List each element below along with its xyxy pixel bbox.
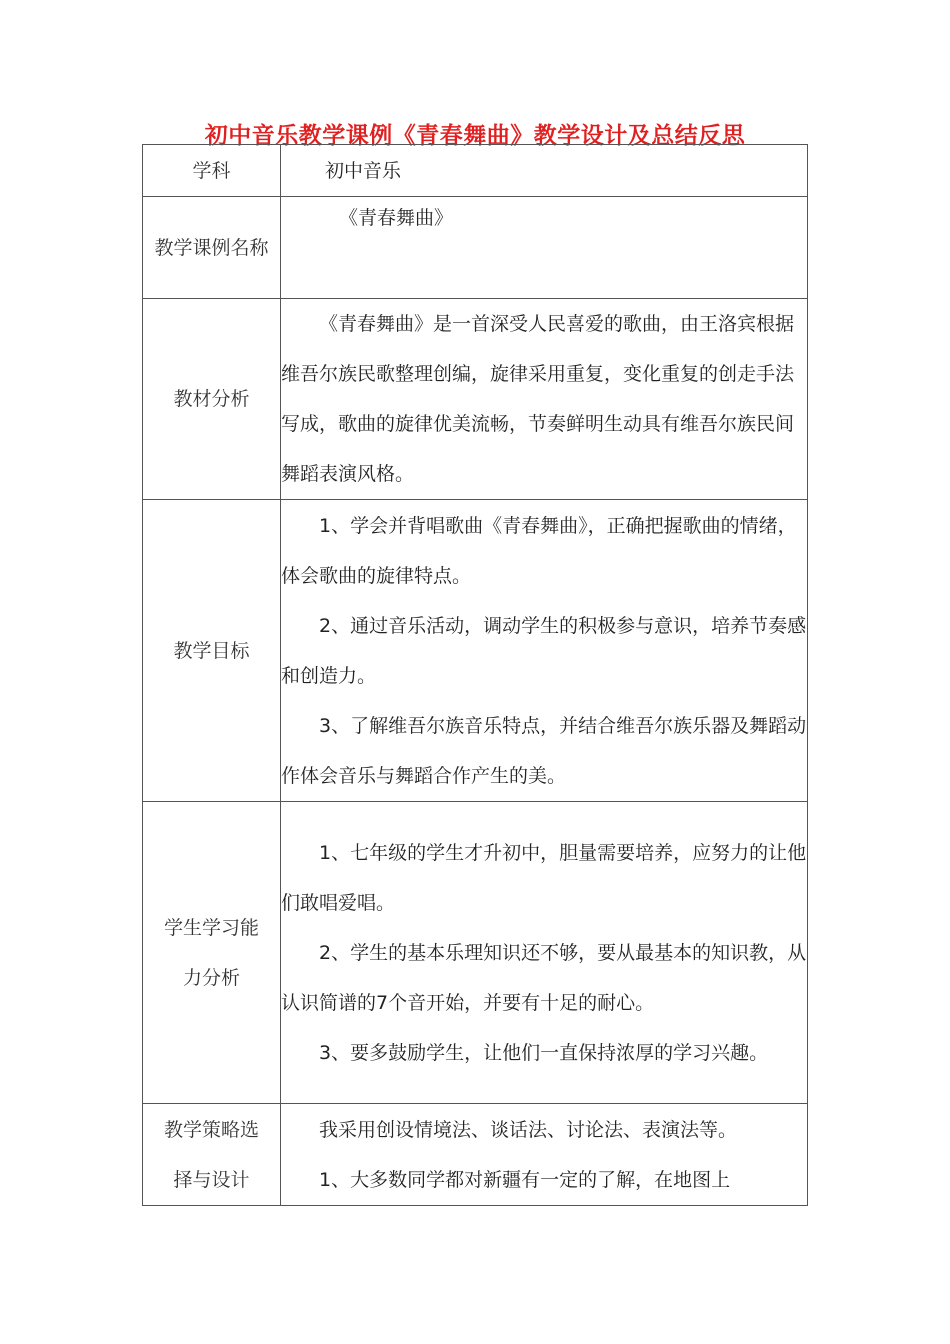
label-ability: 学生学习能力分析 [143, 802, 281, 1104]
ability-paragraph: 1、七年级的学生才升初中，胆量需要培养，应努力的让他们敢唱爱唱。 [281, 841, 807, 914]
row-material [143, 299, 808, 500]
value-lesson [281, 197, 808, 299]
label-lesson: 教学课例名称 [143, 197, 281, 299]
lesson-text: 《青春舞曲》 [339, 207, 454, 229]
value-subject [281, 145, 808, 197]
row-goals [143, 500, 808, 802]
goal-paragraph: 2、通过音乐活动，调动学生的积极参与意识，培养节奏感和创造力。 [281, 614, 807, 687]
label-goals: 教学目标 [143, 500, 281, 802]
label-material: 教材分析 [143, 299, 281, 500]
subject-text: 初中音乐 [325, 159, 402, 182]
row-subject [143, 145, 808, 197]
document-title: 初中音乐教学课例《青春舞曲》教学设计及总结反思 [204, 123, 746, 149]
lesson-plan-table [142, 144, 808, 1206]
ability-paragraph: 3、要多鼓励学生，让他们一直保持浓厚的学习兴趣。 [319, 1041, 769, 1064]
label-subject: 学科 [143, 145, 281, 197]
material-paragraph: 《青春舞曲》是一首深受人民喜爱的歌曲，由王洛宾根据维吾尔族民歌整理创编，旋律采用重复，变化重复的创走手法写成，歌曲的旋律优美流畅，节奏鲜明生动具有维吾尔族民间舞蹈表演风格。 [281, 313, 795, 485]
goal-paragraph: 1、学会并背唱歌曲《青春舞曲》，正确把握歌曲的情绪，体会歌曲的旋律特点。 [281, 514, 797, 587]
value-material [281, 299, 808, 500]
row-strategy [143, 1104, 808, 1206]
label-strategy: 教学策略选择与设计 [143, 1104, 281, 1206]
value-ability [281, 802, 808, 1104]
ability-paragraph: 2、学生的基本乐理知识还不够，要从最基本的知识教，从认识简谱的7个音开始，并要有十足的耐心。 [281, 941, 807, 1014]
strategy-paragraph: 1、大多数同学都对新疆有一定的了解，在地图上 [319, 1168, 731, 1191]
value-goals [281, 500, 808, 802]
goal-paragraph: 3、了解维吾尔族音乐特点，并结合维吾尔族乐器及舞蹈动作体会音乐与舞蹈合作产生的美。 [281, 714, 807, 787]
value-strategy [281, 1104, 808, 1206]
row-ability [143, 802, 808, 1104]
row-lesson [143, 197, 808, 299]
strategy-paragraph: 我采用创设情境法、谈话法、讨论法、表演法等。 [319, 1118, 738, 1141]
